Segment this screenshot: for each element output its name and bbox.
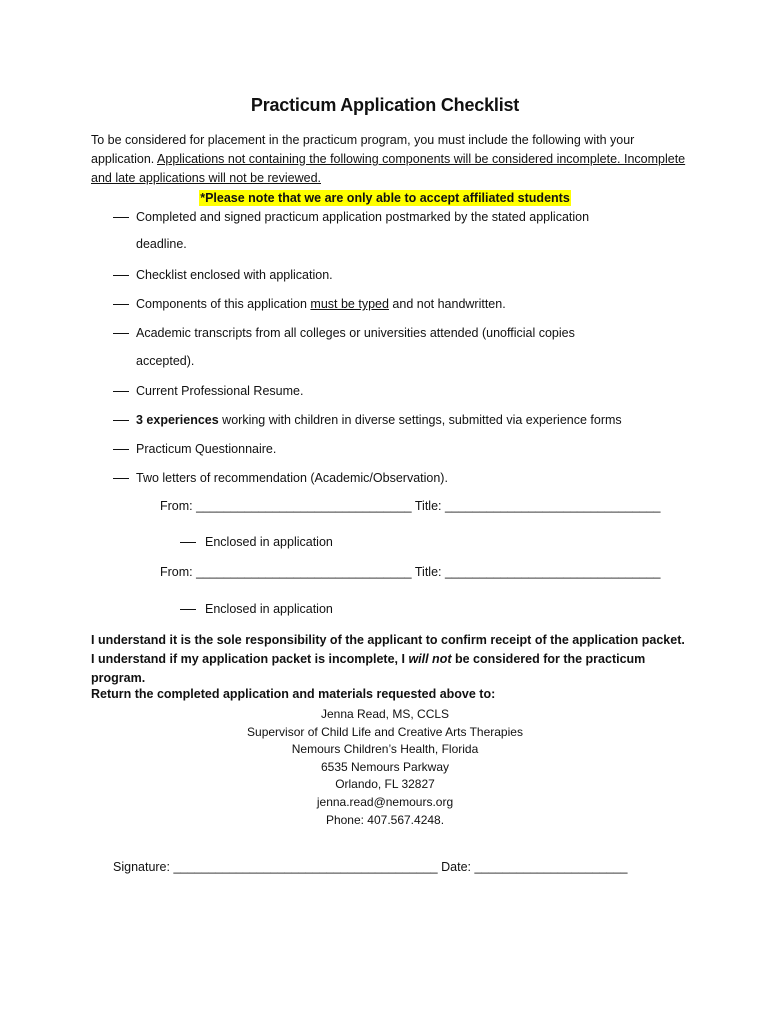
from-field[interactable]: From: _______________________________ — [160, 499, 412, 513]
address-phone: Phone: 407.567.4248. — [325, 812, 445, 827]
address-title: Supervisor of Child Life and Creative Arts Therapies — [247, 724, 523, 739]
must-be-typed: must be typed — [310, 297, 389, 311]
note-line — [0, 189, 770, 207]
item-text: Two letters of recommendation (Academic/Observation). — [136, 471, 448, 485]
enclosed-label: Enclosed in application — [205, 602, 333, 616]
intro-paragraph — [91, 131, 691, 188]
checklist-item-checklist — [113, 266, 693, 285]
intro-text: To be considered for placement in the practicum program, you must include the following with your application. — [91, 133, 635, 166]
intro-warning: Applications not containing the following components will be considered incomplete. Incomplete and late applications will not be reviewed. — [91, 152, 686, 185]
enclosed-row-2 — [180, 602, 333, 616]
address-org: Nemours Children’s Health, Florida — [291, 742, 479, 757]
item-text: Academic transcripts from all colleges or universities attended (unofficial copies — [136, 326, 575, 340]
address-city: Orlando, FL 32827 — [335, 777, 435, 792]
checkbox-line — [113, 478, 129, 479]
address-email: jenna.read@nemours.org — [316, 794, 454, 809]
checklist-item-resume — [113, 382, 693, 401]
will-not: will not — [408, 652, 452, 666]
checklist-item-questionnaire — [113, 440, 693, 459]
mailing-address — [0, 706, 770, 829]
return-heading: Return the completed application and materials requested above to: — [91, 687, 496, 701]
responsibility-statement: I understand it is the sole responsibility of the applicant to confirm receipt of the application packet. I understand if my application packet is incomplete, I will not be considered for the practicum program. — [91, 633, 685, 685]
checkbox-line — [113, 420, 129, 421]
checklist-item-application — [113, 208, 693, 227]
item-text: Current Professional Resume. — [136, 384, 304, 398]
checkbox-line — [113, 449, 129, 450]
checklist-item-transcripts — [113, 324, 693, 343]
checklist-item-components — [113, 295, 693, 314]
checkbox-line — [180, 609, 196, 610]
item-text: Components of this application must be typed and not handwritten. — [136, 297, 506, 311]
checkbox-line — [113, 333, 129, 334]
recommendation-row-2[interactable] — [160, 565, 660, 579]
checkbox-line — [113, 391, 129, 392]
title-field[interactable]: Title: _______________________________ — [414, 499, 661, 513]
checkbox-line — [113, 304, 129, 305]
checkbox-line — [113, 275, 129, 276]
checklist-item-recommendations — [113, 469, 693, 488]
checklist-item-experiences — [113, 411, 693, 430]
date-field[interactable]: Date: ______________________ — [441, 860, 628, 874]
item-continuation: deadline. — [136, 237, 187, 251]
item-text: Checklist enclosed with application. — [136, 268, 333, 282]
item-text: Practicum Questionnaire. — [136, 442, 277, 456]
page-title: Practicum Application Checklist — [250, 95, 520, 115]
item-text: 3 experiences working with children in diverse settings, submitted via experience forms — [136, 413, 622, 427]
signature-field[interactable]: Signature: ______________________________________ — [113, 860, 438, 874]
item-text: Completed and signed practicum application postmarked by the stated application — [136, 210, 590, 224]
affiliated-note: *Please note that we are only able to accept affiliated students — [200, 191, 570, 205]
item-continuation: accepted). — [136, 354, 195, 368]
enclosed-label: Enclosed in application — [205, 535, 333, 549]
address-name: Jenna Read, MS, CCLS — [320, 707, 450, 721]
checkbox-line — [113, 217, 129, 218]
from-field[interactable]: From: _______________________________ — [160, 565, 412, 579]
signature-row[interactable] — [113, 860, 627, 874]
address-street: 6535 Nemours Parkway — [320, 759, 450, 774]
checkbox-line — [180, 542, 196, 543]
title-field[interactable]: Title: _______________________________ — [414, 565, 661, 579]
enclosed-row-1 — [180, 535, 333, 549]
recommendation-row-1[interactable] — [160, 499, 660, 513]
